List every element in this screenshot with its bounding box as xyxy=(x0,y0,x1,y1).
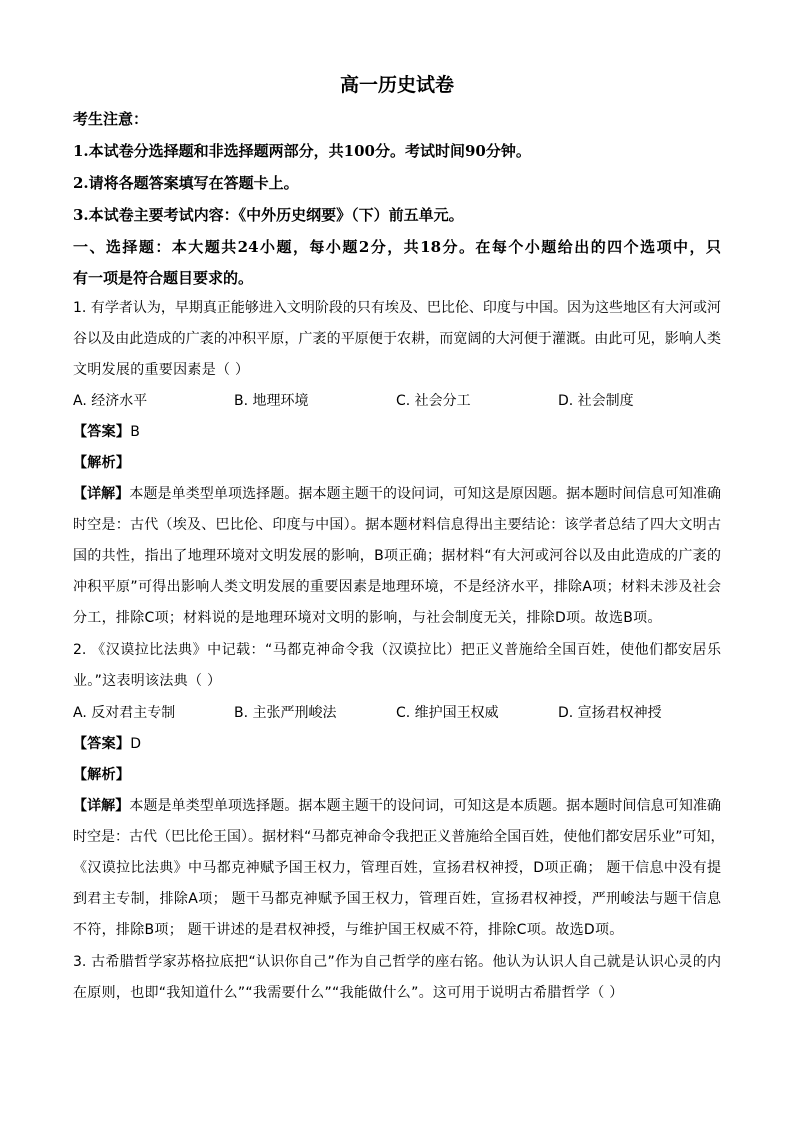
page-title: 高一历史试卷 xyxy=(339,74,454,96)
detail-tag: 【详解】 xyxy=(73,486,130,502)
question-2-text: 2. 《汉谟拉比法典》中记载：“马都克神命令我（汉谟拉比）把正义普施给全国百姓，使他们都安居乐 xyxy=(73,642,721,658)
analysis-tag: 【解析】 xyxy=(73,767,131,783)
question-3-text: 在原则，也即“我知道什么”“我需要什么”“我能做什么”。这可用于说明古希腊哲学（ ） xyxy=(73,985,624,1001)
analysis-tag: 【解析】 xyxy=(73,455,131,471)
detail-tag: 【详解】 xyxy=(73,798,130,814)
detail-text: 本题是单类型单项选择题。据本题主题干的设问词，可知这是原因题。据本题时间信息可知准确 xyxy=(129,486,722,502)
question-1-text: 文明发展的重要因素是（ ） xyxy=(73,362,250,378)
question-2-option-d: D. 宣扬君权神授 xyxy=(558,705,662,721)
section-heading: 一、选择题：本大题共24小题，每小题2分，共18分。在每个小题给出的四个选项中，只 xyxy=(73,238,721,256)
notice-heading: 考生注意： xyxy=(73,110,149,128)
question-2-option-c: C. 维护国王权威 xyxy=(396,705,499,721)
question-1-text: 1. 有学者认为，早期真正能够进入文明阶段的只有埃及、巴比伦、印度与中国。因为这些地区有大河或河 xyxy=(73,300,721,316)
question-1-detail: 时空是：古代（埃及、巴比伦、印度与中国）。据本题材料信息得出主要结论：该学者总结了四大文明古 xyxy=(73,517,721,533)
question-2-detail xyxy=(73,795,721,815)
answer-tag: 【答案】 xyxy=(73,736,131,752)
question-1-option-b: B. 地理环境 xyxy=(234,393,309,409)
question-1-detail xyxy=(73,483,721,503)
question-2-option-b: B. 主张严刑峻法 xyxy=(234,705,337,721)
section-heading-cont: 有一项是符合题目要求的。 xyxy=(73,269,254,287)
question-1-option-a: A. 经济水平 xyxy=(73,393,148,409)
notice-item: 1.本试卷分选择题和非选择题两部分，共100分。考试时间90分钟。 xyxy=(73,142,531,160)
answer-value: B xyxy=(130,424,141,440)
question-2-detail: 到君主专制，排除A项； 题干马都克神赋予国王权力，管理百姓，宣扬君权神授，严刑峻法与题干信息 xyxy=(73,891,721,907)
question-1-answer xyxy=(73,421,140,441)
question-2-analysis-tag xyxy=(73,764,130,784)
question-2-detail: 《汉谟拉比法典》中马都克神赋予国王权力，管理百姓，宣扬君权神授，D项正确； 题干信息中没有提 xyxy=(73,860,721,876)
question-1-text: 谷以及由此造成的广袤的冲积平原，广袤的平原便于农耕，而宽阔的大河便于灌溉。由此可见，影响人类 xyxy=(73,331,721,347)
question-2-detail: 不符，排除B项； 题干讲述的是君权神授，与维护国王权威不符，排除C项。故选D项。 xyxy=(73,922,624,938)
question-2-answer xyxy=(73,733,141,753)
question-2-text: 业。”这表明该法典（ ） xyxy=(73,673,222,689)
question-1-detail: 冲积平原”可得出影响人类文明发展的重要因素是地理环境，不是经济水平，排除A项；材料未涉及社会 xyxy=(73,579,721,595)
question-1-option-d: D. 社会制度 xyxy=(558,393,634,409)
question-1-detail: 分工，排除C项；材料说的是地理环境对文明的影响，与社会制度无关，排除D项。故选B项。 xyxy=(73,610,662,626)
answer-tag: 【答案】 xyxy=(73,424,131,440)
question-2-detail: 时空是：古代（巴比伦王国）。据材料“马都克神命令我把正义普施给全国百姓，使他们都安居乐业”可知， xyxy=(73,829,725,845)
detail-text: 本题是单类型单项选择题。据本题主题干的设问词，可知这是本质题。据本题时间信息可知准确 xyxy=(129,798,722,814)
question-2-option-a: A. 反对君主专制 xyxy=(73,705,176,721)
question-1-analysis-tag xyxy=(73,452,130,472)
question-1-option-c: C. 社会分工 xyxy=(396,393,471,409)
answer-value: D xyxy=(130,736,142,752)
notice-item: 2.请将各题答案填写在答题卡上。 xyxy=(73,174,299,192)
question-1-detail: 国的共性，指出了地理环境对文明发展的影响，B项正确；据材料“有大河或河谷以及由此造成的广袤的 xyxy=(73,548,721,564)
question-3-text: 3. 古希腊哲学家苏格拉底把“认识你自己”作为自己哲学的座右铭。他认为认识人自己就是认识心灵的内 xyxy=(73,954,721,970)
notice-item: 3.本试卷主要考试内容：《中外历史纲要》（下）前五单元。 xyxy=(73,206,464,224)
